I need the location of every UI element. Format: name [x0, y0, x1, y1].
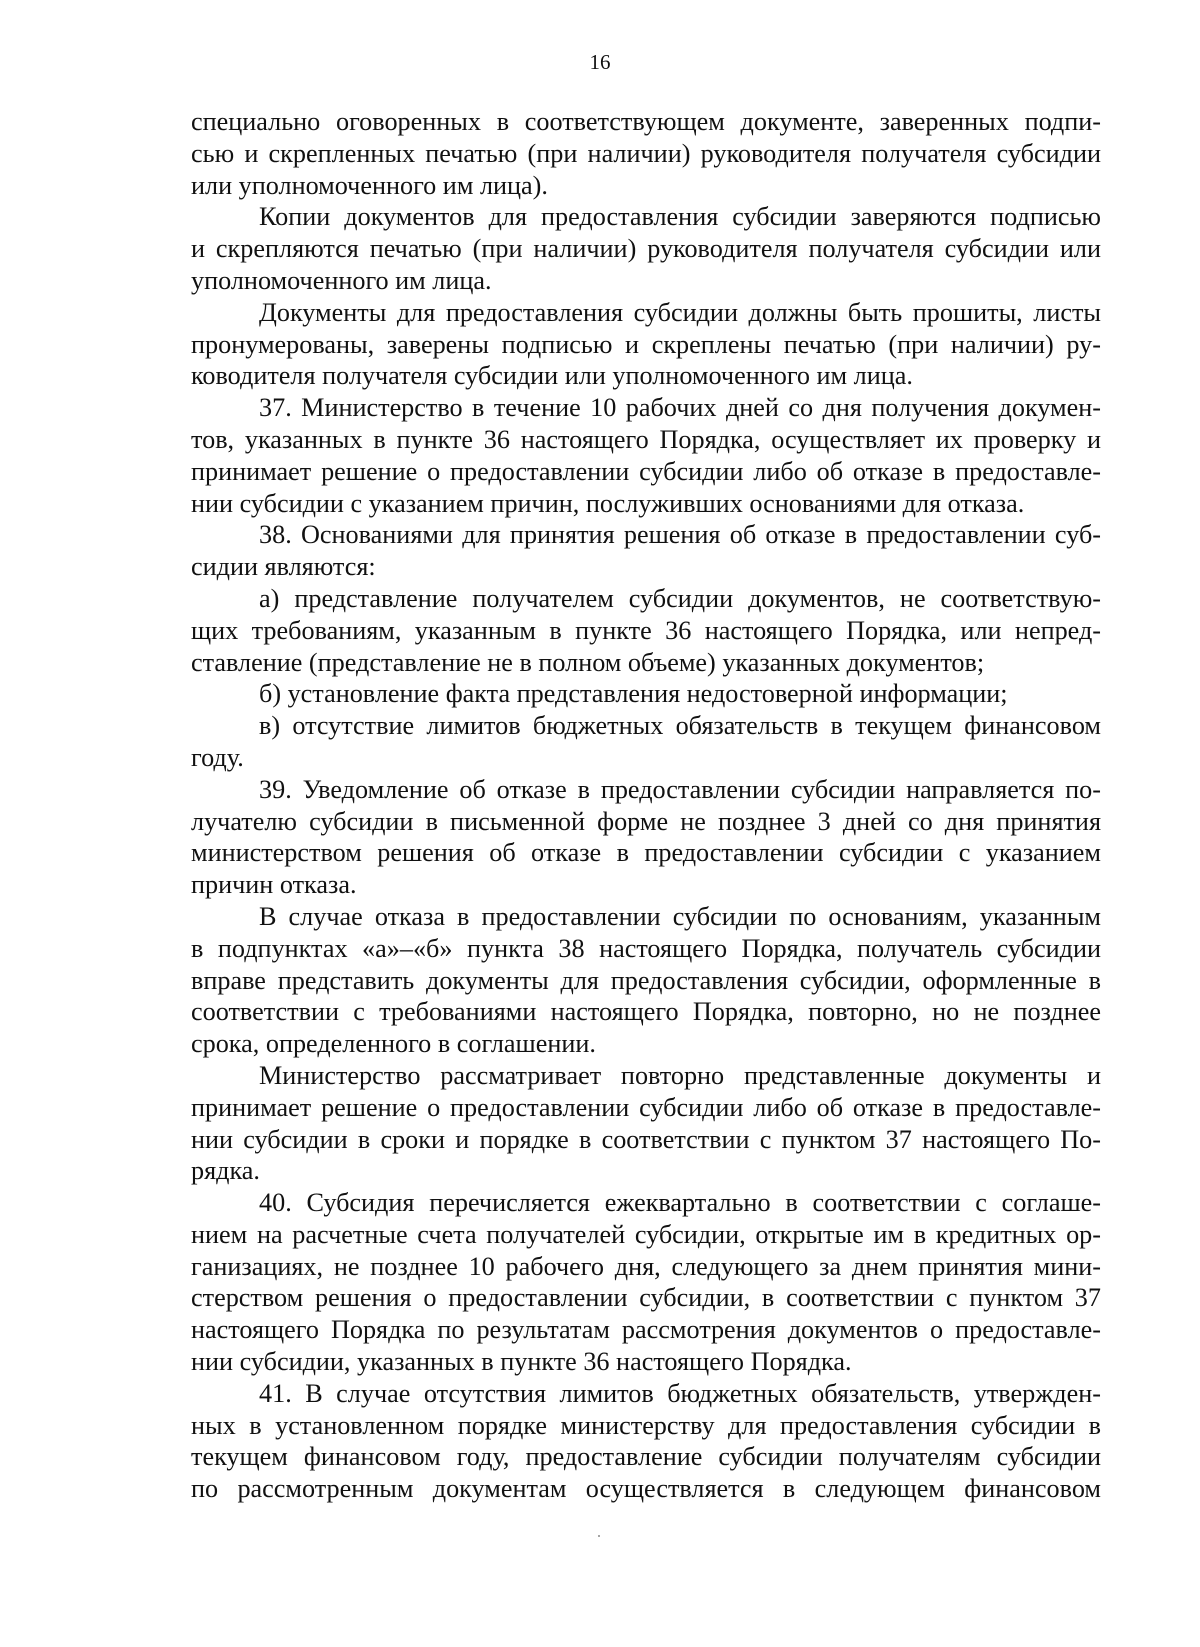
text-line: нии субсидии в сроки и порядке в соответствии с пунктом 37 настоящего По-	[191, 1124, 1101, 1154]
text-line: ководителя получателя субсидии или уполномоченного им лица.	[191, 361, 913, 391]
text-line: 41. В случае отсутствия лимитов бюджетных обязательств, утвержден-	[259, 1378, 1101, 1408]
text-line: сью и скрепленных печатью (при наличии) руководителя получателя субсидии	[191, 138, 1101, 168]
text-line: пронумерованы, заверены подписью и скреплены печатью (при наличии) ру-	[191, 329, 1101, 359]
text-line: В случае отказа в предоставлении субсидии по основаниям, указанным	[259, 901, 1101, 931]
text-line: в) отсутствие лимитов бюджетных обязательств в текущем финансовом	[259, 711, 1101, 741]
text-line: и скрепляются печатью (при наличии) руководителя получателя субсидии или	[191, 234, 1101, 264]
text-line: Министерство рассматривает повторно представленные документы и	[259, 1060, 1101, 1090]
text-line: принимает решение о предоставлении субсидии либо об отказе в предоставле-	[191, 456, 1101, 486]
text-line: рядка.	[191, 1156, 260, 1186]
text-line: срока, определенного в соглашении.	[191, 1029, 596, 1059]
text-line: причин отказа.	[191, 870, 357, 900]
text-line: 37. Министерство в течение 10 рабочих дней со дня получения докумен-	[259, 393, 1101, 423]
scan-speck	[598, 1535, 600, 1537]
text-line: б) установление факта представления недостоверной информации;	[259, 679, 1008, 709]
text-line: нии субсидии с указанием причин, послуживших основаниями для отказа.	[191, 488, 1025, 518]
text-line: Копии документов для предоставления субсидии заверяются подписью	[259, 202, 1101, 232]
text-line: настоящего Порядка по результатам рассмотрения документов о предоставле-	[191, 1315, 1101, 1345]
text-line: текущем финансовом году, предоставление субсидии получателям субсидии	[191, 1442, 1101, 1472]
text-line: 39. Уведомление об отказе в предоставлении субсидии направляется по-	[259, 774, 1101, 804]
text-line: году.	[191, 742, 244, 772]
text-line: или уполномоченного им лица).	[191, 170, 548, 200]
text-line: а) представление получателем субсидии документов, не соответствую-	[259, 583, 1101, 613]
text-line: специально оговоренных в соответствующем документе, заверенных подпи-	[191, 107, 1101, 136]
page-number: 16	[589, 50, 611, 74]
text-line: 38. Основаниями для принятия решения об отказе в предоставлении суб-	[259, 520, 1101, 550]
text-line: стерством решения о предоставлении субсидии, в соответствии с пунктом 37	[191, 1283, 1101, 1313]
text-line: в подпунктах «а»–«б» пункта 38 настоящего Порядка, получатель субсидии	[191, 933, 1101, 963]
document-body	[191, 106, 1101, 1505]
text-line: вправе представить документы для предоставления субсидии, оформленные в	[191, 965, 1101, 995]
text-line: ганизациях, не позднее 10 рабочего дня, следующего за днем принятия мини-	[191, 1251, 1101, 1281]
text-line: ных в установленном порядке министерству для предоставления субсидии в	[191, 1410, 1101, 1440]
text-line: министерством решения об отказе в предоставлении субсидии с указанием	[191, 838, 1101, 868]
text-line: по рассмотренным документам осуществляется в следующем финансовом	[191, 1474, 1101, 1504]
text-line: уполномоченного им лица.	[191, 265, 492, 295]
text-line: соответствии с требованиями настоящего Порядка, повторно, но не позднее	[191, 997, 1101, 1027]
text-line: нием на расчетные счета получателей субсидии, открытые им в кредитных ор-	[191, 1219, 1101, 1249]
text-line: Документы для предоставления субсидии должны быть прошиты, листы	[259, 297, 1101, 327]
text-line: лучателю субсидии в письменной форме не позднее 3 дней со дня принятия	[191, 806, 1101, 836]
text-line: сидии являются:	[191, 552, 376, 582]
text-line: ставление (представление не в полном объеме) указанных документов;	[191, 647, 985, 677]
text-line: 40. Субсидия перечисляется ежеквартально в соответствии с соглаше-	[259, 1188, 1101, 1218]
text-line: тов, указанных в пункте 36 настоящего Порядка, осуществляет их проверку и	[191, 424, 1101, 454]
text-line: принимает решение о предоставлении субсидии либо об отказе в предоставле-	[191, 1092, 1101, 1122]
text-line: нии субсидии, указанных в пункте 36 настоящего Порядка.	[191, 1347, 852, 1377]
text-line: щих требованиям, указанным в пункте 36 настоящего Порядка, или непред-	[191, 615, 1101, 645]
